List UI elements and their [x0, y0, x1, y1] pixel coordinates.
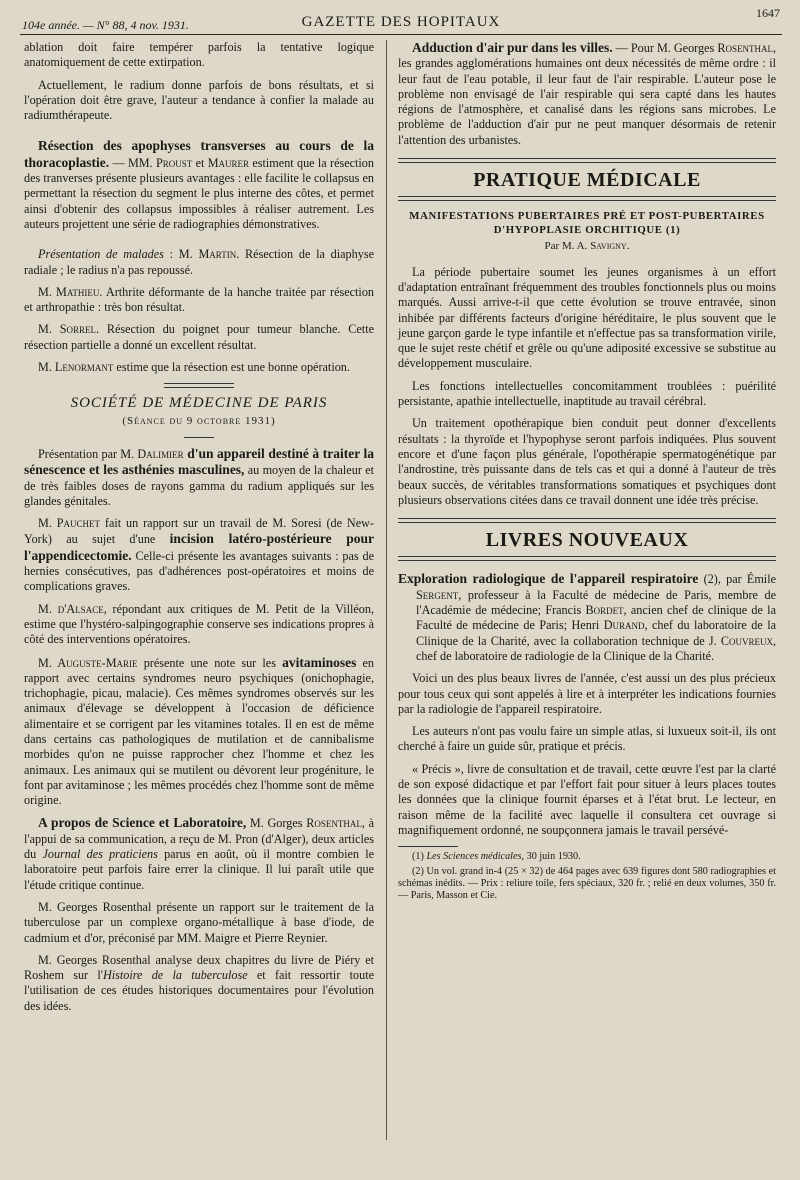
section-rule [398, 518, 776, 523]
section-rule [164, 383, 234, 388]
society-title: SOCIÉTÉ DE MÉDECINE DE PARIS [70, 395, 328, 412]
section-rule [398, 556, 776, 561]
paragraph: Les auteurs n'ont pas voulu faire un simple atlas, si luxueux soit-il, ils ont cherché à faire un guide sûr, pratique et précis. [398, 724, 776, 754]
paragraph: M. Georges Rosenthal analyse deux chapitres du livre de Piéry et Roshem sur l'Histoire de la tuberculose et fait ressortir toute l'utilisation de ces études historiques documentaires pour l'évolution des idées. [24, 952, 375, 1013]
paragraph: Présentation de malades : M. Martin. Résection de la diaphyse radiale ; le radius n'a pas repoussé. [24, 247, 374, 277]
paragraph-heading: Adduction d'air pur dans les villes. [412, 40, 613, 55]
section-rule [398, 158, 776, 163]
paragraph: M. d'Alsace, répondant aux critiques de M. Petit de la Villéon, estime que l'hystéro-salpingographie conserve ses indications propres à côté des interventions opératoires. [24, 601, 374, 647]
paragraph: M. Pauchet fait un rapport sur un travail de M. Soresi (de New-York) au sujet d'une incision latéro-postérieure pour l'appendicectomie. Celle-ci présente les avantages suivants : pas de hernies consécutives, pas d'adhérences post-opératoires et moins de complications graves. [24, 516, 374, 594]
paragraph: M. Lenormant estime que la résection est une bonne opération. [38, 360, 350, 375]
footnote: (1) Les Sciences médicales, 30 juin 1930. [412, 851, 581, 863]
paragraph: Un traitement opothérapique bien conduit peut donner d'excellents résultats : la thyroïde et l'hypophyse seront parfois indiquées. Plus souvent encore et d'une façon plus générale, l'opothérapie spermatogénétique par l'androstine, très puissante dans de tels cas et qui a donné à l'auteur de très beaux succès, de véritables transformations somatiques et psychiques dont plusieurs observations citées dans ce travail donnent une idée très précise. [398, 416, 776, 507]
journal-title: GAZETTE DES HOPITAUX [301, 14, 501, 30]
paragraph: ablation doit faire tempérer parfois la tentative logique anatomiquement de cette extirpation. [24, 40, 374, 70]
author-name: Pauchet [56, 516, 101, 531]
section-rule [398, 196, 776, 201]
footnote-rule [398, 846, 458, 847]
paragraph: M. Auguste-Marie présente une note sur les avitaminoses en rapport avec certains syndromes neuro psychiques (onichophagie, trichophagie, picau, malacie). Ces mêmes syndromes observés sur les animaux d'élevage se développent à l'occasion de déficience alimentaire et se corrigent par les vitamines totales. Il en est de même dans certains cas pathologiques de mutilation et de cannibalisme morbides qu'on ne puisse rapprocher chez l'homme et chez les animaux. Les animaux qui se mutilent ou dévorent leur progéniture, le font par avitaminose ; les mêmes procédés chez l'homme sont de même origine. [24, 654, 374, 808]
author-name: Sergent [416, 587, 459, 602]
author-name: Rosenthal [306, 816, 362, 831]
society-date: (Séance du 9 octobre 1931) [122, 414, 276, 427]
paragraph-adduction: Adduction d'air pur dans les villes. — Pour M. Georges Rosenthal, les grandes agglomérations humaines ont deux nécessités de même ordre : il leur faut de l'eau potable, il leur faut de l'air respirable. L'auteur pose le problème non envisagé de l'air respirable qui sera capté dans les hautes régions de l'atmosphère, et canalisé dans les régions sans microbes. Le problème de l'adduction d'air pur ne peut manquer désormais de retenir l'attention des urbanistes. [398, 40, 776, 147]
paragraph: « Précis », livre de consultation et de travail, cette œuvre l'est par la clarté de son exposé didactique et par l'effort fait pour situer à leurs places toutes les données que la clinique fournit éparses et à l'état brut. Le lecteur, en raison même de la facilité avec laquelle il consultera cet ouvrage si magnifiquement ordonné, ne soupçonnera jamais le travail persévé- [398, 761, 776, 837]
author-name: M. Sorrel [38, 322, 96, 337]
article-title: MANIFESTATIONS PUBERTAIRES PRÉ ET POST-PUBERTAIRES D'HYPOPLASIE ORCHITIQUE (1) [409, 210, 765, 237]
paragraph: M. Mathieu. Arthrite déformante de la hanche traitée par résection et arthropathie : très bon résultat. [24, 284, 375, 315]
footnote: (2) Un vol. grand in-4 (25 × 32) de 464 pages avec 639 figures dont 580 radiographies et schémas inédits. — Prix : reliure toile, fers spéciaux, 320 fr. ; relié en deux volumes, 350 fr. — Paris, Masson et Cie. [398, 865, 776, 902]
author-name: Couvreux [720, 633, 773, 648]
small-rule [184, 437, 214, 438]
author-name: Dalimier [137, 446, 184, 461]
section-title-pratique: PRATIQUE MÉDICALE [473, 169, 701, 192]
author-name: M. Mathieu [38, 284, 100, 299]
page-number: 1647 [756, 6, 780, 20]
author-name: Martin [198, 247, 237, 262]
right-column [398, 40, 776, 905]
author-name: Rosenthal [717, 41, 773, 55]
column-divider [386, 40, 387, 1140]
left-column [24, 40, 374, 1021]
page-header [20, 6, 782, 35]
author-name: Proust [155, 155, 193, 170]
author-name: M. Lenormant [38, 360, 114, 375]
paragraph: Présentation par M. Dalimier d'un appareil destiné à traiter la sénescence et les asthénies masculines, au moyen de la chaleur et de très faibles doses de rayons gamma du radium appliqués sur les glandes génitales. [24, 445, 374, 508]
section-title-livres: LIVRES NOUVEAUX [485, 529, 689, 552]
paragraph: M. Sorrel. Résection du poignet pour tumeur blanche. Cette résection partielle a donné un excellent résultat. [24, 322, 374, 352]
author-name: Savigny [590, 240, 627, 253]
paragraph: A propos de Science et Laboratoire, M. Gorges Rosenthal, à l'appui de sa communication, a reçu de M. Pron (d'Alger), deux articles du Journal des praticiens parus en août, où il montre combien le laboratoire peut parfois faire errer la clinique. Il lui paraît utile que l'étude critique continue. [24, 815, 374, 892]
author-name: Bordet [585, 603, 624, 618]
paragraph-book: Exploration radiologique de l'appareil respiratoire (2), par Émile Sergent, professeur à la Faculté de médecine de Paris, membre de l'Académie de médecine; Francis Bordet, ancien chef de clinique de la Faculté de médecine de Paris; Henri Durand, chef du laboratoire de la Clinique de la Charité, avec la collaboration technique de J. Couvreux, chef de laboratoire de radiologie de la Clinique de la Charité. [398, 571, 776, 663]
author-name: Maurer [207, 155, 250, 170]
paragraph: La période pubertaire soumet les jeunes organismes à un effort d'adaptation entraînant fréquemment des troubles fonctionnels plus ou moins marqués. Aussi arrive-t-il que cette évolution se trouve entravée, sinon inhibée par différents facteurs d'origine héréditaire, le plus souvent que le jeune garçon garde le type infantile et n'effectue pas sa transformation virile, que le sujet reste chétif et grêle ou qu'une adiposité excessive se substitue au développement musculaire. [398, 264, 776, 371]
issue-info: 104e année. — N° 88, 4 nov. 1931. [22, 18, 189, 32]
author-name: M. Auguste-Marie [38, 655, 138, 670]
author-name: Durand [603, 618, 645, 633]
paragraph: Actuellement, le radium donne parfois de bons résultats, et si l'opération doit être grave, l'auteur a tendance à confier la malade au radiumthérapeute. [24, 77, 374, 123]
author-name: M. d'Alsace [38, 601, 104, 616]
paragraph-heading: Résection des apophyses transverses au cours de la thoracoplastie. [24, 138, 374, 170]
paragraph: M. Georges Rosenthal présente un rapport sur le traitement de la tuberculose par un complexe organo-métallique à base d'iode, de cadmium et d'or, préconisé par MM. Maigre et Pierre Reynier. [24, 899, 374, 945]
byline: Par M. A. Savigny. [544, 240, 630, 253]
book-title: Exploration radiologique de l'appareil respiratoire [398, 571, 699, 587]
paragraph: Voici un des plus beaux livres de l'année, c'est aussi un des plus précieux pour tous ceux qui sont appelés à lire et à interpréter les indications fournies par la radiologie de l'appareil respiratoire. [398, 671, 776, 716]
paragraph: Les fonctions intellectuelles concomitamment troublées : puérilité persistante, apathie intellectuelle, inaptitude au travail cérébral. [398, 378, 776, 409]
paragraph-resection: Résection des apophyses transverses au cours de la thoracoplastie. — MM. Proust et Maurer estiment que la résection des tranverses présente plusieurs avantages : elle facilite le collapsus en permettant la résection du segment le plus interne des côtes, et permet ainsi d'obtenir des collapsus impossibles à réaliser autrement. Les auteurs projettent une série de radiographies démonstratives. [24, 138, 374, 231]
